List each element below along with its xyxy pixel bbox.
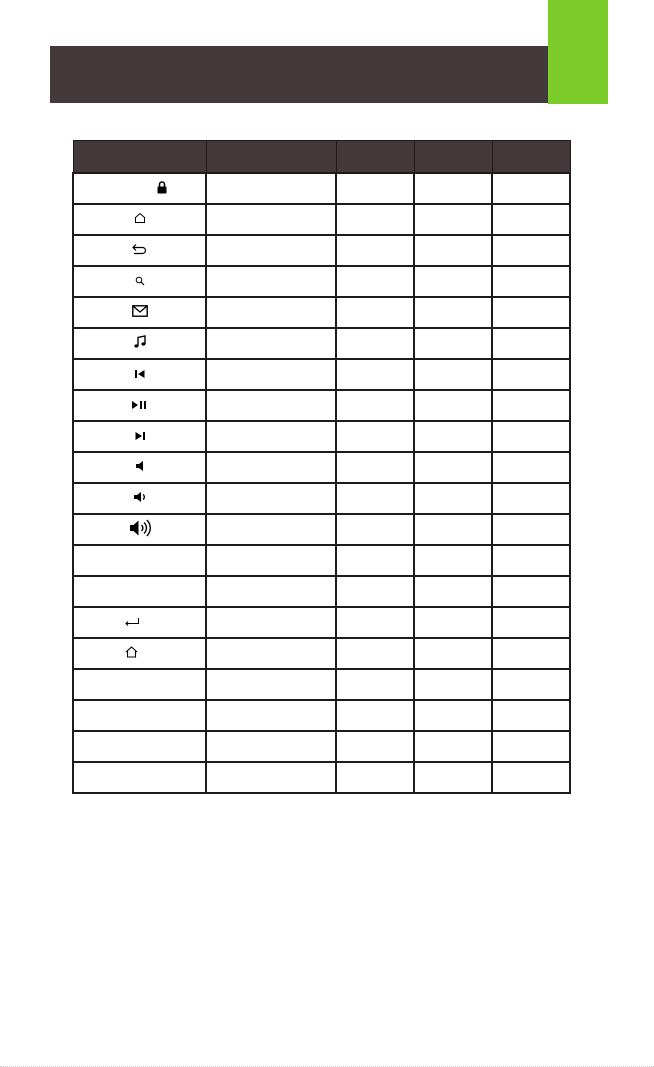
table-row [73,762,570,793]
table-row [73,173,570,204]
key-cell [73,421,206,452]
table-cell [492,235,570,266]
table-cell [414,204,492,235]
table-cell [492,638,570,669]
table-cell [336,297,414,328]
enter-icon [124,617,140,627]
volume-up-icon [129,518,151,538]
table-cell [492,328,570,359]
table-cell [206,669,336,700]
key-cell [73,700,206,731]
table-cell [206,390,336,421]
table-cell [492,421,570,452]
table-row [73,638,570,669]
key-cell [73,514,206,545]
table-cell [492,173,570,204]
table-row [73,421,570,452]
key-cell [73,452,206,483]
table-row [73,359,570,390]
table-body [73,173,570,793]
table-cell [336,173,414,204]
home-outline-icon [134,212,146,224]
table-header-cell [414,141,492,174]
previous-track-icon [135,369,145,379]
table-cell [414,762,492,793]
key-cell [73,545,206,576]
mail-icon [132,305,148,317]
table-cell [492,576,570,607]
table-cell [336,638,414,669]
table-cell [206,762,336,793]
table-cell [206,731,336,762]
table-cell [492,452,570,483]
table-cell [206,421,336,452]
table-cell [492,700,570,731]
table-cell [206,328,336,359]
key-cell [73,173,206,204]
key-cell [73,204,206,235]
back-arrow-icon [132,243,148,255]
lock-icon [157,180,167,194]
table-cell [206,297,336,328]
table-cell [414,731,492,762]
key-cell [73,762,206,793]
table-cell [492,390,570,421]
table-row [73,328,570,359]
table-cell [336,762,414,793]
table-cell [492,607,570,638]
table-cell [492,359,570,390]
key-cell [73,235,206,266]
table-cell [492,266,570,297]
table-cell [414,669,492,700]
shortcut-key-table [72,140,571,794]
table-cell [336,266,414,297]
key-cell [73,638,206,669]
table-cell [414,173,492,204]
table-cell [414,235,492,266]
table-cell [206,700,336,731]
table-cell [206,452,336,483]
table-header-cell [206,141,336,174]
table-header-cell [336,141,414,174]
table-row [73,514,570,545]
table-cell [414,359,492,390]
table-cell [492,669,570,700]
table-header-cell [492,141,570,174]
table-cell [414,421,492,452]
table-header-cell [73,141,206,174]
table-cell [206,173,336,204]
table-cell [414,576,492,607]
table-cell [336,328,414,359]
table-row [73,204,570,235]
table-cell [336,545,414,576]
table-cell [414,266,492,297]
table-cell [492,204,570,235]
key-cell [73,297,206,328]
table-cell [414,545,492,576]
table-row [73,390,570,421]
table-row [73,545,570,576]
next-track-icon [135,431,145,441]
key-cell [73,266,206,297]
table-row [73,576,570,607]
table-cell [336,700,414,731]
table-row [73,235,570,266]
key-cell [73,731,206,762]
table-cell [492,514,570,545]
table-cell [336,731,414,762]
table-cell [206,204,336,235]
key-cell [73,390,206,421]
table-cell [492,297,570,328]
music-note-icon [134,335,146,349]
volume-down-icon [133,491,147,503]
table-cell [492,731,570,762]
table-cell [336,576,414,607]
table-header-row [73,141,570,174]
table-cell [206,266,336,297]
table-cell [414,607,492,638]
key-cell [73,669,206,700]
table-cell [206,483,336,514]
key-cell [73,576,206,607]
table-cell [414,638,492,669]
table-cell [206,607,336,638]
table-cell [492,545,570,576]
table-cell [336,390,414,421]
table-cell [414,483,492,514]
table-row [73,669,570,700]
table-cell [206,359,336,390]
table-cell [336,359,414,390]
table-cell [206,514,336,545]
table-cell [492,483,570,514]
table-cell [336,607,414,638]
page-footer [0,1056,654,1067]
mute-icon [135,460,145,472]
table-cell [206,638,336,669]
table-cell [492,762,570,793]
table-row [73,607,570,638]
header-bar [50,46,560,103]
key-cell [73,483,206,514]
home-icon [125,646,138,658]
table-row [73,731,570,762]
table-cell [336,421,414,452]
table-cell [206,545,336,576]
key-cell [73,359,206,390]
table-cell [414,328,492,359]
table-cell [336,483,414,514]
table-cell [206,235,336,266]
table-cell [336,204,414,235]
table-cell [414,514,492,545]
table-row [73,483,570,514]
table-row [73,266,570,297]
play-pause-icon [132,400,148,410]
search-icon [135,276,145,286]
table-cell [414,700,492,731]
table-cell [336,514,414,545]
table-cell [414,297,492,328]
key-cell [73,607,206,638]
key-cell [73,328,206,359]
table-cell [206,576,336,607]
table-row [73,297,570,328]
table-cell [336,669,414,700]
section-tab [548,0,608,104]
table-cell [336,235,414,266]
table-cell [414,452,492,483]
table-cell [414,390,492,421]
table-row [73,452,570,483]
table-row [73,700,570,731]
table-cell [336,452,414,483]
